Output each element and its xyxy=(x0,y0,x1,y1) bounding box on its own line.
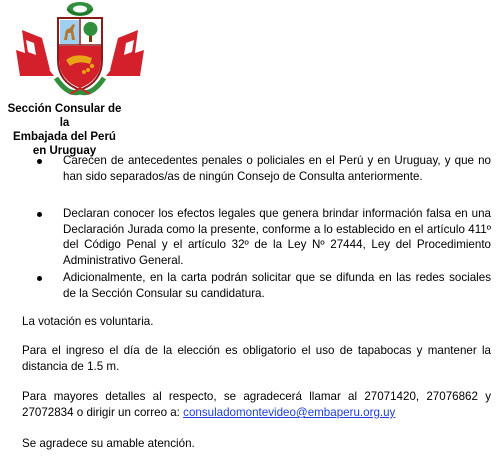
institution-line: en Uruguay xyxy=(32,145,97,157)
right-flags xyxy=(106,30,144,76)
voluntary-vote-paragraph: La votación es voluntaria. xyxy=(22,315,154,328)
top-wreath xyxy=(67,2,93,16)
contact-text: Para mayores detalles al respecto, se agradecerá llamar al 27071420, 27076862 y 27072834 o dirigir un correo a: xyxy=(22,390,491,419)
institution-line: Sección Consular de la xyxy=(7,103,122,129)
shield xyxy=(58,18,102,90)
bullet-dot-icon xyxy=(37,159,42,164)
contact-paragraph xyxy=(22,389,491,421)
list-item-text: Declaran conocer los efectos legales que genera brindar información falsa en una Declaración Jurada como la presente, conforme a lo establecido en el artículo 411º del Código Penal y el artículo 32º de la Ley Nº 27444, Ley del Procedimiento Administrativo General. xyxy=(63,207,491,267)
list-item-text: Carecen de antecedentes penales o policiales en el Perú y en Uruguay, y que no han sido separados/as de ningún Consejo de Consulta anteriormente. xyxy=(63,154,491,183)
bullet-dot-icon xyxy=(37,212,42,217)
institution-name xyxy=(2,102,127,158)
list-item-text: Adicionalmente, en la carta podrán solicitar que se difunda en las redes sociales de la Sección Consular su candidatura. xyxy=(63,271,491,300)
bullet-dot-icon xyxy=(37,276,42,281)
email-link[interactable]: consuladomontevideo@embaperu.org.uy xyxy=(183,406,396,419)
peru-coat-of-arms-seal xyxy=(10,0,150,102)
left-flags xyxy=(16,30,54,76)
thanks-paragraph: Se agradece su amable atención. xyxy=(22,437,195,450)
mask-requirement-paragraph: Para el ingreso el día de la elección es obligatorio el uso de tapabocas y mantener la distancia de 1.5 m. xyxy=(22,344,491,373)
institution-line: Embajada del Perú xyxy=(13,131,116,143)
